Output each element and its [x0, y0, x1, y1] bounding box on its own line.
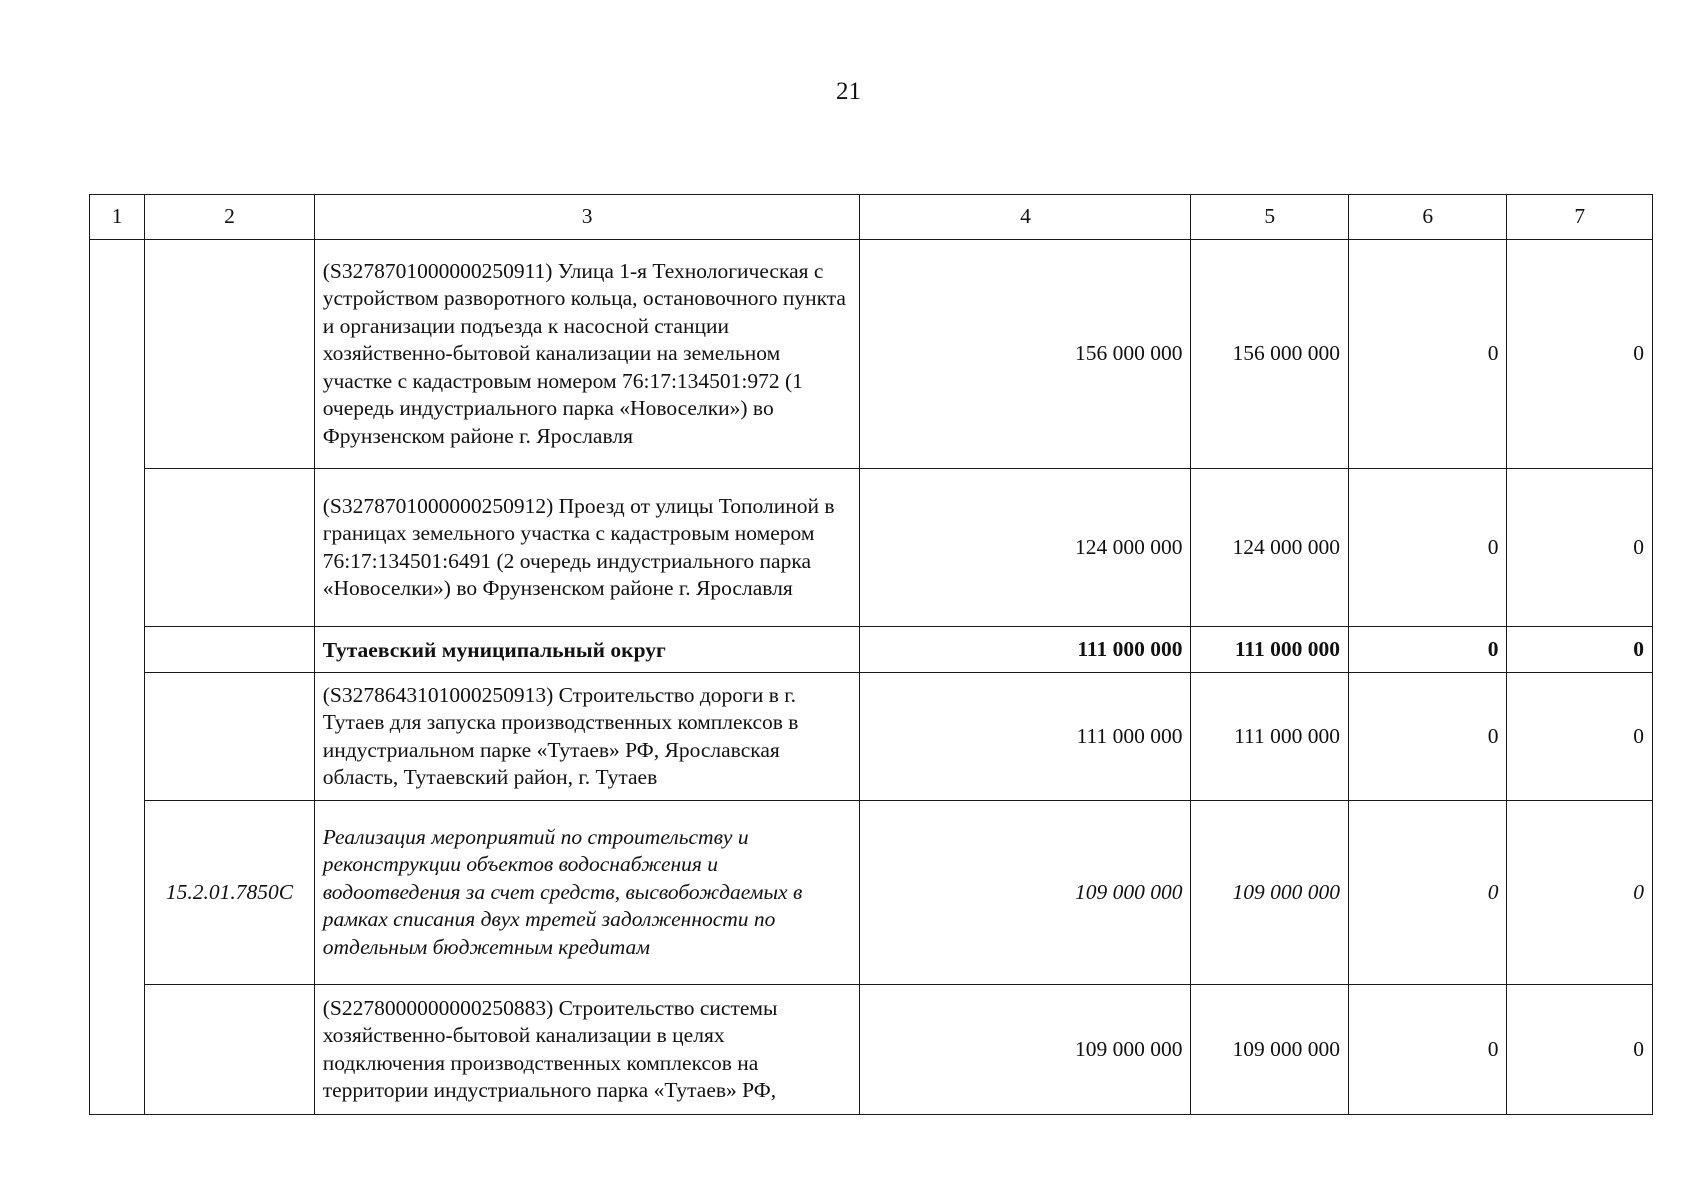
value-cell-col7: 0	[1507, 627, 1653, 673]
table-row	[90, 469, 1653, 627]
value-cell-col7: 0	[1507, 673, 1653, 801]
value-cell-col6: 0	[1348, 240, 1507, 469]
value-cell-col6: 0	[1348, 627, 1507, 673]
value-cell-col4: 109 000 000	[860, 985, 1191, 1115]
value-cell-col4: 124 000 000	[860, 469, 1191, 627]
table-row	[90, 240, 1653, 469]
description-cell: Тутаевский муниципальный округ	[314, 627, 860, 673]
description-cell: (S3278643101000250913) Строительство дороги в г. Тутаев для запуска производственных комплексов в индустриальном парке «Тутаев» РФ, Ярославская область, Тутаевский район, г. Тутаев	[314, 673, 860, 801]
column-header-2: 2	[145, 195, 315, 240]
column-header-3: 3	[314, 195, 860, 240]
column-header-4: 4	[860, 195, 1191, 240]
column-header-5: 5	[1191, 195, 1349, 240]
value-cell-col5: 124 000 000	[1191, 469, 1349, 627]
table-row	[90, 673, 1653, 801]
code-cell	[145, 240, 315, 469]
value-cell-col5: 111 000 000	[1191, 627, 1349, 673]
value-cell-col4: 111 000 000	[860, 673, 1191, 801]
value-cell-col7: 0	[1507, 469, 1653, 627]
table-row	[90, 985, 1653, 1115]
program-row	[90, 801, 1653, 985]
column-1-cell	[90, 240, 145, 1115]
value-cell-col5: 156 000 000	[1191, 240, 1349, 469]
column-header-1: 1	[90, 195, 145, 240]
value-cell-col4: 109 000 000	[860, 801, 1191, 985]
value-cell-col6: 0	[1348, 469, 1507, 627]
value-cell-col7: 0	[1507, 240, 1653, 469]
code-cell	[145, 469, 315, 627]
code-cell	[145, 627, 315, 673]
description-cell: (S3278701000000250911) Улица 1-я Технологическая с устройством разворотного кольца, остановочного пункта и организации подъезда к насосной станции хозяйственно-бытовой канализации на земельном участке с кадастровым номером 76:17:134501:972 (1 очередь индустриального парка «Новоселки») во Фрунзенском районе г. Ярославля	[314, 240, 860, 469]
subtotal-row	[90, 627, 1653, 673]
header-row	[90, 195, 1653, 240]
budget-table	[89, 194, 1653, 1115]
value-cell-col6: 0	[1348, 801, 1507, 985]
page-number: 21	[836, 78, 861, 105]
code-cell	[145, 673, 315, 801]
value-cell-col6: 0	[1348, 673, 1507, 801]
description-cell: (S2278000000000250883) Строительство системы хозяйственно-бытовой канализации в целях подключения производственных комплексов на территории индустриального парка «Тутаев» РФ,	[314, 985, 860, 1115]
value-cell-col5: 111 000 000	[1191, 673, 1349, 801]
value-cell-col7: 0	[1507, 985, 1653, 1115]
value-cell-col5: 109 000 000	[1191, 985, 1349, 1115]
value-cell-col7: 0	[1507, 801, 1653, 985]
value-cell-col4: 156 000 000	[860, 240, 1191, 469]
value-cell-col6: 0	[1348, 985, 1507, 1115]
description-cell: Реализация мероприятий по строительству и реконструкции объектов водоснабжения и водоотведения за счет средств, высвобождаемых в рамках списания двух третей задолженности по отдельным бюджетным кредитам	[314, 801, 860, 985]
value-cell-col4: 111 000 000	[860, 627, 1191, 673]
column-header-6: 6	[1348, 195, 1507, 240]
column-header-7: 7	[1507, 195, 1653, 240]
description-cell: (S3278701000000250912) Проезд от улицы Тополиной в границах земельного участка с кадастровым номером 76:17:134501:6491 (2 очередь индустриального парка «Новоселки») во Фрунзенском районе г. Ярославля	[314, 469, 860, 627]
code-cell: 15.2.01.7850С	[145, 801, 315, 985]
code-cell	[145, 985, 315, 1115]
value-cell-col5: 109 000 000	[1191, 801, 1349, 985]
